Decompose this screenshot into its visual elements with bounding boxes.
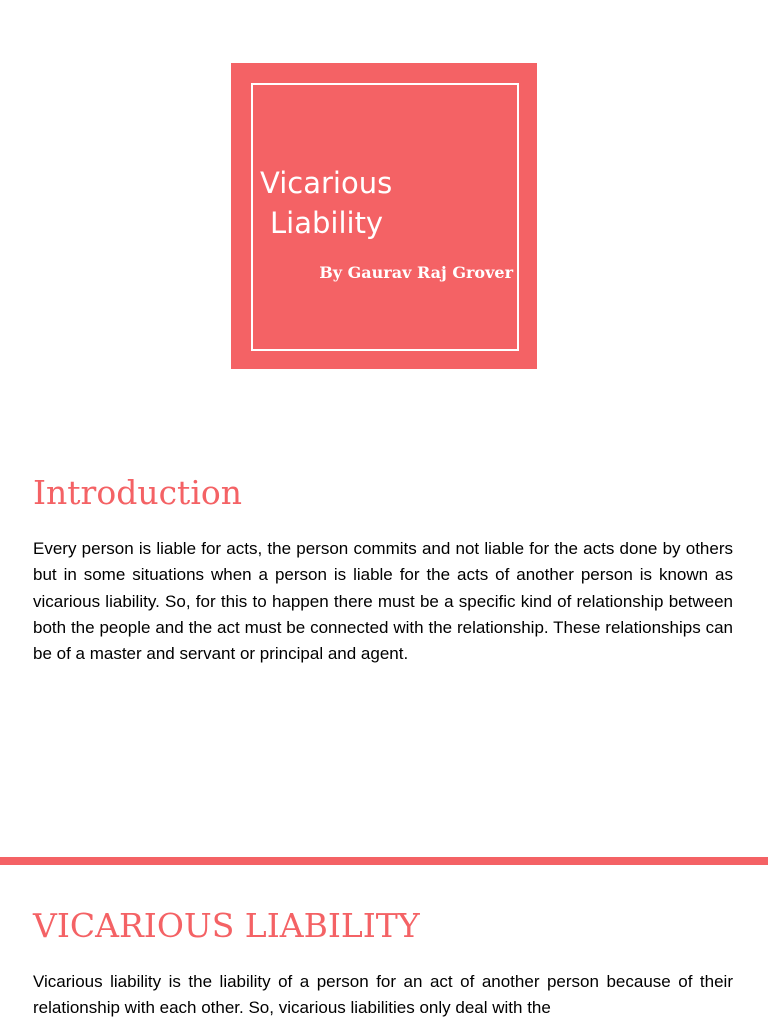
- vicarious-liability-heading: VICARIOUS LIABILITY: [33, 906, 420, 945]
- cover-author: By Gaurav Raj Grover: [319, 263, 513, 282]
- cover-title: [260, 163, 392, 243]
- introduction-heading: Introduction: [33, 473, 242, 512]
- section-divider: [0, 857, 768, 865]
- vicarious-liability-paragraph: Vicarious liability is the liability of a person for an act of another person because of their relationship with each other. So, vicarious liabilities only deal with the: [33, 972, 733, 1018]
- cover-block: [231, 63, 537, 369]
- cover-title-line-1: Vicarious: [260, 166, 393, 200]
- cover-title-line-2: Liability: [270, 206, 384, 240]
- introduction-paragraph: Every person is liable for acts, the person commits and not liable for the acts done by others but in some situations when a person is liable for the acts of another person is known as vicarious liability. So, for this to happen there must be a specific kind of relationship between both the people and the act must be connected with the relationship. These relationships can be of a master and servant or principal and agent.: [33, 539, 733, 664]
